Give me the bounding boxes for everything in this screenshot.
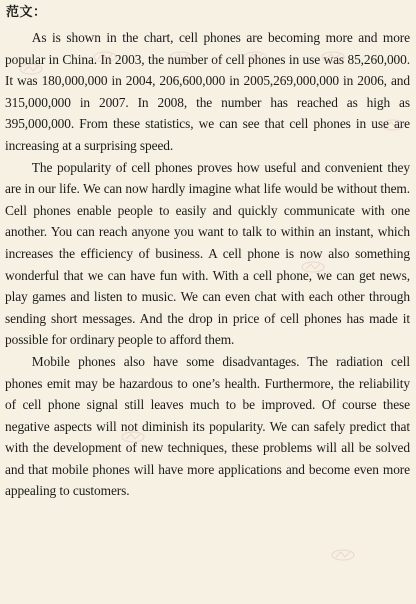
essay-paragraph-1: As is shown in the chart, cell phones are becoming more and more popular in China. In 2003, the number of cell phones in use was 85,260,000. It was 180,000,000 in 2004, 206,600,000 in 2005,269,000,000 in 2006, and 315,000,000 in 2007. In 2008, the number has reached as high as 395,000,000. From these statistics, we can see that cell phones in use are increasing at a surprising speed. bbox=[5, 30, 410, 153]
essay-heading: 范文： bbox=[6, 5, 47, 20]
essay-paragraph-3: Mobile phones also have some disadvantages. The radiation cell phones emit may be hazardous to one’s health. Furthermore, the reliability of cell phone signal still leaves much to be improved. Of course these negative aspects will not diminish its popularity. We can safely predict that with the development of new techniques, these problems will all be solved and that mobile phones will have more applications and become even more appealing to customers. bbox=[5, 353, 410, 499]
essay-paragraph-2: The popularity of cell phones proves how useful and convenient they are in our life. We can now hardly imagine what life would be without them. Cell phones enable people to easily and quickly communicate with one another. You can reach anyone you want to talk to within an instant, which increases the efficiency of business. A cell phone is now also something wonderful that we can have fun with. With a cell phone, we can get news, play games and listen to music. We can even chat with each other through sending short messages. And the drop in price of cell phones has made it possible for ordinary people to afford them. bbox=[5, 159, 410, 348]
